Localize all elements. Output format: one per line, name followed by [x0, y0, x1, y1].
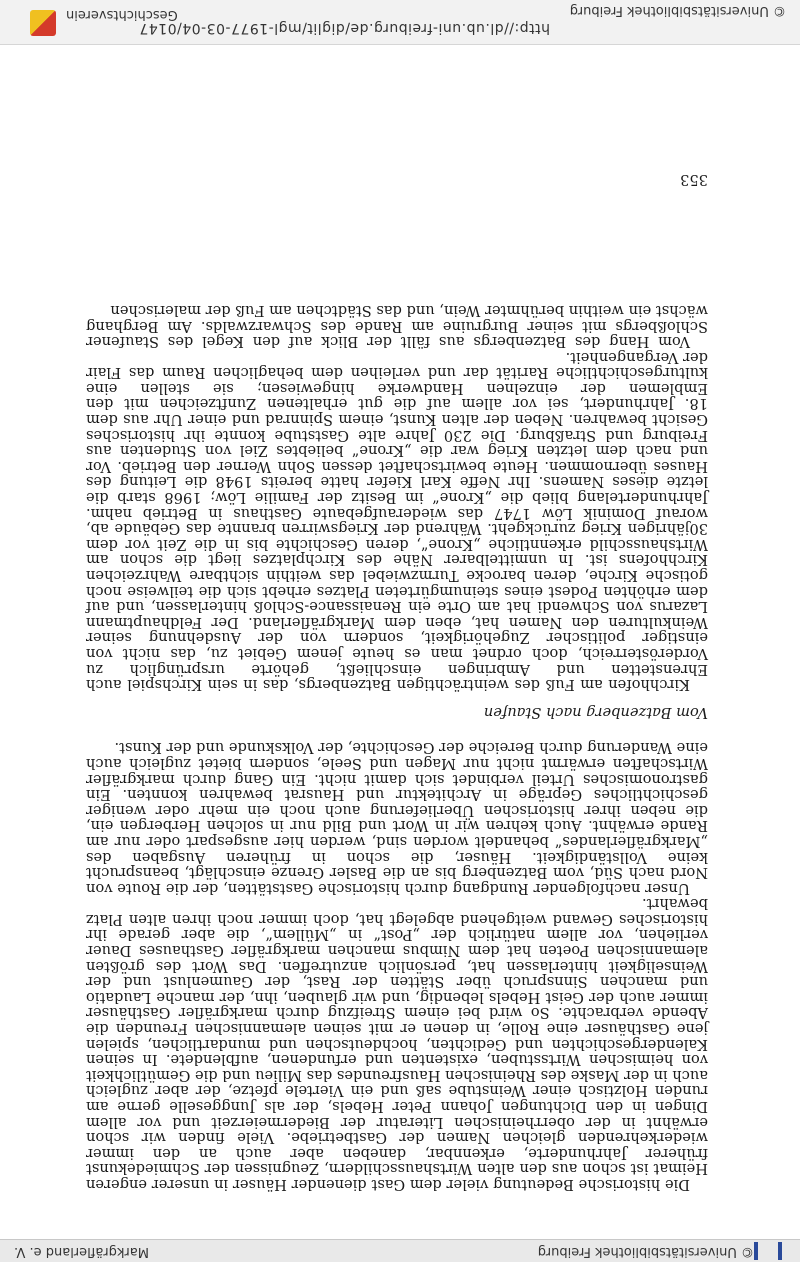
document-body: [86, 302, 708, 1192]
header-copyright: © Universitätsbibliothek Freiburg: [537, 1244, 754, 1259]
ub-logo-icon: [754, 1242, 782, 1260]
page-number: 353: [680, 171, 708, 188]
coat-of-arms-icon: [30, 10, 56, 36]
footer-copyright: © Universitätsbibliothek Freiburg: [569, 3, 786, 18]
footer-bar: [0, 0, 800, 45]
paragraph: Vom Hang des Batzenbergs aus fällt der Blick auf den Kegel des Staufener Schloßbergs mit seiner Burgruine am Rande des Schwarzwalds. Am Berghang wächst ein weithin berühmter Wein, und das Städtchen am Fuß der malerischen: [86, 301, 708, 351]
header-bar: [0, 1239, 800, 1262]
footer-url-link[interactable]: http://dl.ub.uni-freiburg.de/diglit/mgl-1977-03-04/0147: [138, 20, 550, 36]
paragraph: Die historische Bedeutung vieler dem Gast dienender Häuser in unserer engeren Heimat ist schon aus den alten Wirtshausschildern, Zeugnissen der Schmiedekunst früherer Jahrhunderte, erkennbar, daneben aber auch an den immer wiederkehrenden gleichen Namen der Gastbetriebe. Viele finden wir schon erwähnt in der oberrheinischen Literatur der Biedermeierzeit und vor allem Dingen in den Dichtungen Johann Peter Hebels, der als Junggeselle gerne am runden Holztisch einer Weinstube saß und ein Viertele pfetze, der aber zugleich auch in der Maske des Rheinischen Hausfreundes das Milieu und die Gemütlichkeit von heimischen Wirtsstuben, existenten und erfundenen, aufblendete. In seinen Kalendergeschichten und Gedichten, hochdeutschen und mundartlichen, spielen jene Gasthäuser eine Rolle, in denen er mit seinen alemannischen Freunden die Abende verbrachte. So wird bei einem Streifzug durch markgräfler Gasthäuser immer auch der Geist Hebels lebendig, und wir glauben, ihn, der manche Laudatio und manchen Sinnspruch über Stätten der Rast, der Gaumenlust und der Weinseligkeit hinterlassen hat, persönlich anzutreffen. Das Wort des größten alemannischen Poeten hat dem Nimbus manchen markgräfler Gasthauses Dauer verliehen, vor allem natürlich der „Post“ in „Müllem“, die aber gerade ihr historisches Gewand weitgehend abgelegt hat, doch immer noch ihren alten Platz bewahrt.: [86, 895, 708, 1193]
header-association: Markgräflerland e. V.: [14, 1244, 149, 1259]
footer-association: Geschichtsverein: [66, 7, 178, 22]
paragraph: Kirchhofen am Fuß des weinträchtigen Batzenbergs, das in sein Kirchspiel auch Ehrenstetten und Ambringen einschließt, gehörte ursprünglich zu Vorderösterreich, doch ordnet man es heute jenem Gebiet zu, das nicht von einstiger politischer Zugehörigkeit, sondern von der Ausdehnung seiner Weinkulturen den Namen hat, eben dem Markgräflerland. Der Feldhauptmann Lazarus von Schwendi hat am Orte ein Renaissance-Schloß hinterlassen, und auf dem erhöhten Podest eines steinumgürteten Platzes erhebt sich die teilweise noch gotische Kirche, deren barocke Turmzwiebel das weithin sichtbare Wahrzeichen Kirchhofens ist. In unmittelbarer Nähe des Kirchplatzes liegt die schon am Wirtshausschild erkenntliche „Krone“, deren Geschichte bis in die Zeit vor dem 30jährigen Krieg zurückgeht. Während der Kriegswirren brannte das Gebäude ab, worauf Dominik Löw 1747 das wiederaufgebaute Gasthaus in Betrieb nahm. Jahrhundertelang blieb die „Krone“ im Besitz der Familie Löw; 1968 starb die letzte dieses Namens. Ihr Neffe Karl Kiefer hatte bereits 1948 die Leitung des Hauses übernommen. Heute bewirtschaftet dessen Sohn Werner den Betrieb. Vor und nach dem letzten Krieg war die „Krone“ beliebtes Ziel von Studenten aus Freiburg und Straßburg. Die 230 Jahre alte Gaststube konnte ihr historisches Gesicht bewahren. Neben der alten Kunst, einem Spinnrad und einer Uhr aus dem 18. Jahrhundert, sei vor allem auf die gut erhaltenen Zunftzeichen mit den Emblemen der einzelnen Handwerke hingewiesen; sie stellen eine kulturgeschichtliche Rarität dar und verleihen dem behaglichen Raum das Flair der Vergangenheit.: [86, 348, 708, 694]
paragraph: Unser nachfolgender Rundgang durch historische Gaststätten, der die Route von Nord nach Süd, vom Batzenberg bis an die Basler Grenze einschlägt, beansprucht keine Vollständigkeit. Häuser, die schon in früheren Ausgaben des „Markgräflerlandes“ behandelt worden sind, werden hier ausgespart oder nur am Rande erwähnt. Auch kehren wir in Wort und Bild nur in solchen Herbergen ein, die neben ihrer historischen Überlieferung auch noch ein mehr oder weniger geschichtliches Gepräge in Architektur und Hausrat bewahren konnten. Ein gastronomisches Urteil verbindet sich damit nicht. Ein Gang durch markgräfler Wirtschaften erwärmt nicht nur Magen und Seele, sondern bietet zugleich auch eine Wanderung durch Bereiche der Geschichte, der Volkskunde und der Kunst.: [86, 739, 708, 897]
section-title: Vom Batzenberg nach Staufen: [483, 703, 708, 721]
